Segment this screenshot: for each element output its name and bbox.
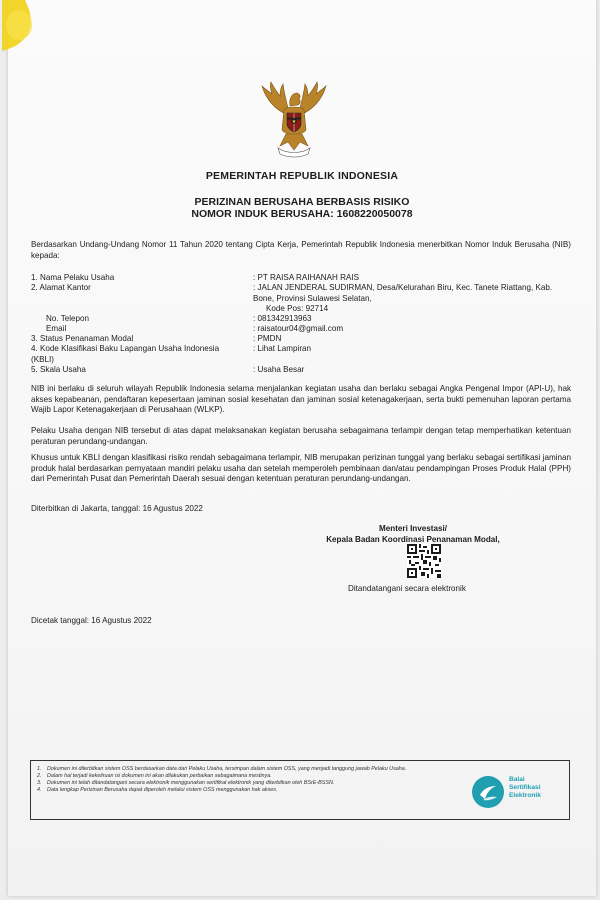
document-page bbox=[8, 0, 596, 896]
field-value-kbli: : Lihat Lampiran bbox=[253, 344, 312, 353]
bsre-line-1: Balai bbox=[509, 776, 525, 783]
halal-certification-paragraph: Khusus untuk KBLI dengan klasifikasi risiko rendah sebagaimana terlampir, NIB merupakan perizinan tunggal yang berlaku sebagai sertifikasi jaminan produk halal berdasarkan pernyataan mandiri pelaku usaha dan setelah memperoleh pembinaan dan/atau pendampingan Proses Produk Halal (PPH) dari Pemerintah Pusat dan Pemerintah Daerah sesuai dengan ketentuan peraturan perundang-undangan. bbox=[31, 453, 571, 484]
field-label-business-name: 1. Nama Pelaku Usaha bbox=[31, 273, 115, 282]
field-value-office-address: : JALAN JENDERAL SUDIRMAN, Desa/Kelurahan Biru, Kec. Tanete Riattang, Kab. Bone, Provinsi Sulawesi Selatan, bbox=[253, 283, 553, 303]
field-label-phone: No. Telepon bbox=[46, 314, 90, 323]
footer-note bbox=[37, 787, 447, 794]
field-label-email: Email bbox=[46, 324, 67, 333]
nib-validity-paragraph: NIB ini berlaku di seluruh wilayah Republik Indonesia selama menjalankan kegiatan usaha dan berlaku sebagai Angka Pengenal Impor (API-U), hak akses kepabeanan, pendaftaran kepesertaan jaminan sosial kesehatan dan jaminan sosial ketenagakerjaan, serta bukti pemenuhan laporan pertama Wajib Lapor Ketenagakerjaan di Perusahaan (WLKP). bbox=[31, 384, 571, 415]
footer-note bbox=[37, 780, 447, 787]
paper-clip bbox=[2, 0, 48, 54]
bsre-line-2: Sertifikasi bbox=[509, 784, 541, 791]
footer-note bbox=[37, 773, 447, 780]
qr-code-icon bbox=[407, 544, 441, 578]
field-value-postal-code: Kode Pos: 92714 bbox=[266, 304, 329, 313]
field-label-business-scale: 5. Skala Usaha bbox=[31, 365, 86, 374]
field-value-business-scale: : Usaha Besar bbox=[253, 365, 305, 374]
field-label-office-address: 2. Alamat Kantor bbox=[31, 283, 91, 292]
footer-note-text: Dokumen ini diterbitkan sistem OSS berdasarkan data dari Pelaku Usaha, tersimpan dalam sistem OSS, yang menjadi tanggung jawab Pelaku Usaha. bbox=[47, 766, 407, 772]
footer-note bbox=[37, 766, 447, 773]
footer-note-number: 4. bbox=[37, 787, 42, 794]
garuda-emblem-icon bbox=[256, 80, 332, 158]
signatory-title-1: Menteri Investasi/ bbox=[379, 524, 447, 533]
footer-notes-box bbox=[30, 760, 570, 820]
field-value-phone: : 081342913963 bbox=[253, 314, 312, 323]
government-heading: PEMERINTAH REPUBLIK INDONESIA bbox=[205, 170, 399, 182]
field-value-email: : raisatour04@gmail.com bbox=[253, 324, 344, 333]
field-label-kbli: 4. Kode Klasifikasi Baku Lapangan Usaha Indonesia (KBLI) bbox=[31, 344, 220, 364]
footer-notes bbox=[37, 766, 447, 794]
field-label-investment-status: 3. Status Penanaman Modal bbox=[31, 334, 134, 343]
footer-note-text: Dokumen ini telah ditandatangani secara elektronik menggunakan sertifikat elektronik yang diterbitkan oleh BSrE-BSSN. bbox=[47, 780, 335, 787]
intro-paragraph: Berdasarkan Undang-Undang Nomor 11 Tahun 2020 tentang Cipta Kerja, Pemerintah Republik Indonesia menerbitkan Nomor Induk Berusaha (NIB) kepada: bbox=[31, 240, 571, 260]
field-value-business-name: : PT RAISA RAIHANAH RAIS bbox=[253, 273, 359, 282]
signatory-title-2: Kepala Badan Koordinasi Penanaman Modal, bbox=[326, 535, 500, 544]
footer-note-text: Data lengkap Perizinan Berusaha dapat diperoleh melalui sistem OSS menggunakan hak akses. bbox=[47, 787, 278, 794]
printed-date: Dicetak tanggal: 16 Agustus 2022 bbox=[31, 616, 152, 625]
bsre-line-3: Elektronik bbox=[509, 792, 541, 799]
business-activity-paragraph: Pelaku Usaha dengan NIB tersebut di atas dapat melaksanakan kegiatan berusaha sebagaimana terlampir dengan tetap memperhatikan ketentuan peraturan perundang-undangan. bbox=[31, 426, 571, 446]
issued-date: Diterbitkan di Jakarta, tanggal: 16 Agustus 2022 bbox=[31, 504, 203, 513]
footer-note-text: Dalam hal terjadi kekeliruan isi dokumen ini akan dilakukan perbaikan sebagaimana mestinya. bbox=[47, 773, 272, 780]
license-title: PERIZINAN BERUSAHA BERBASIS RISIKO bbox=[194, 196, 410, 208]
electronic-signature-caption: Ditandatangani secara elektronik bbox=[348, 584, 466, 593]
footer-note-number: 1. bbox=[37, 766, 42, 772]
bsre-logo-text bbox=[509, 776, 569, 800]
field-value-investment-status: : PMDN bbox=[253, 334, 282, 343]
nib-number: NOMOR INDUK BERUSAHA: 1608220050078 bbox=[191, 208, 413, 220]
bsre-logo-icon bbox=[471, 775, 505, 809]
footer-note-number: 2. bbox=[37, 773, 42, 780]
footer-note-number: 3. bbox=[37, 780, 42, 787]
